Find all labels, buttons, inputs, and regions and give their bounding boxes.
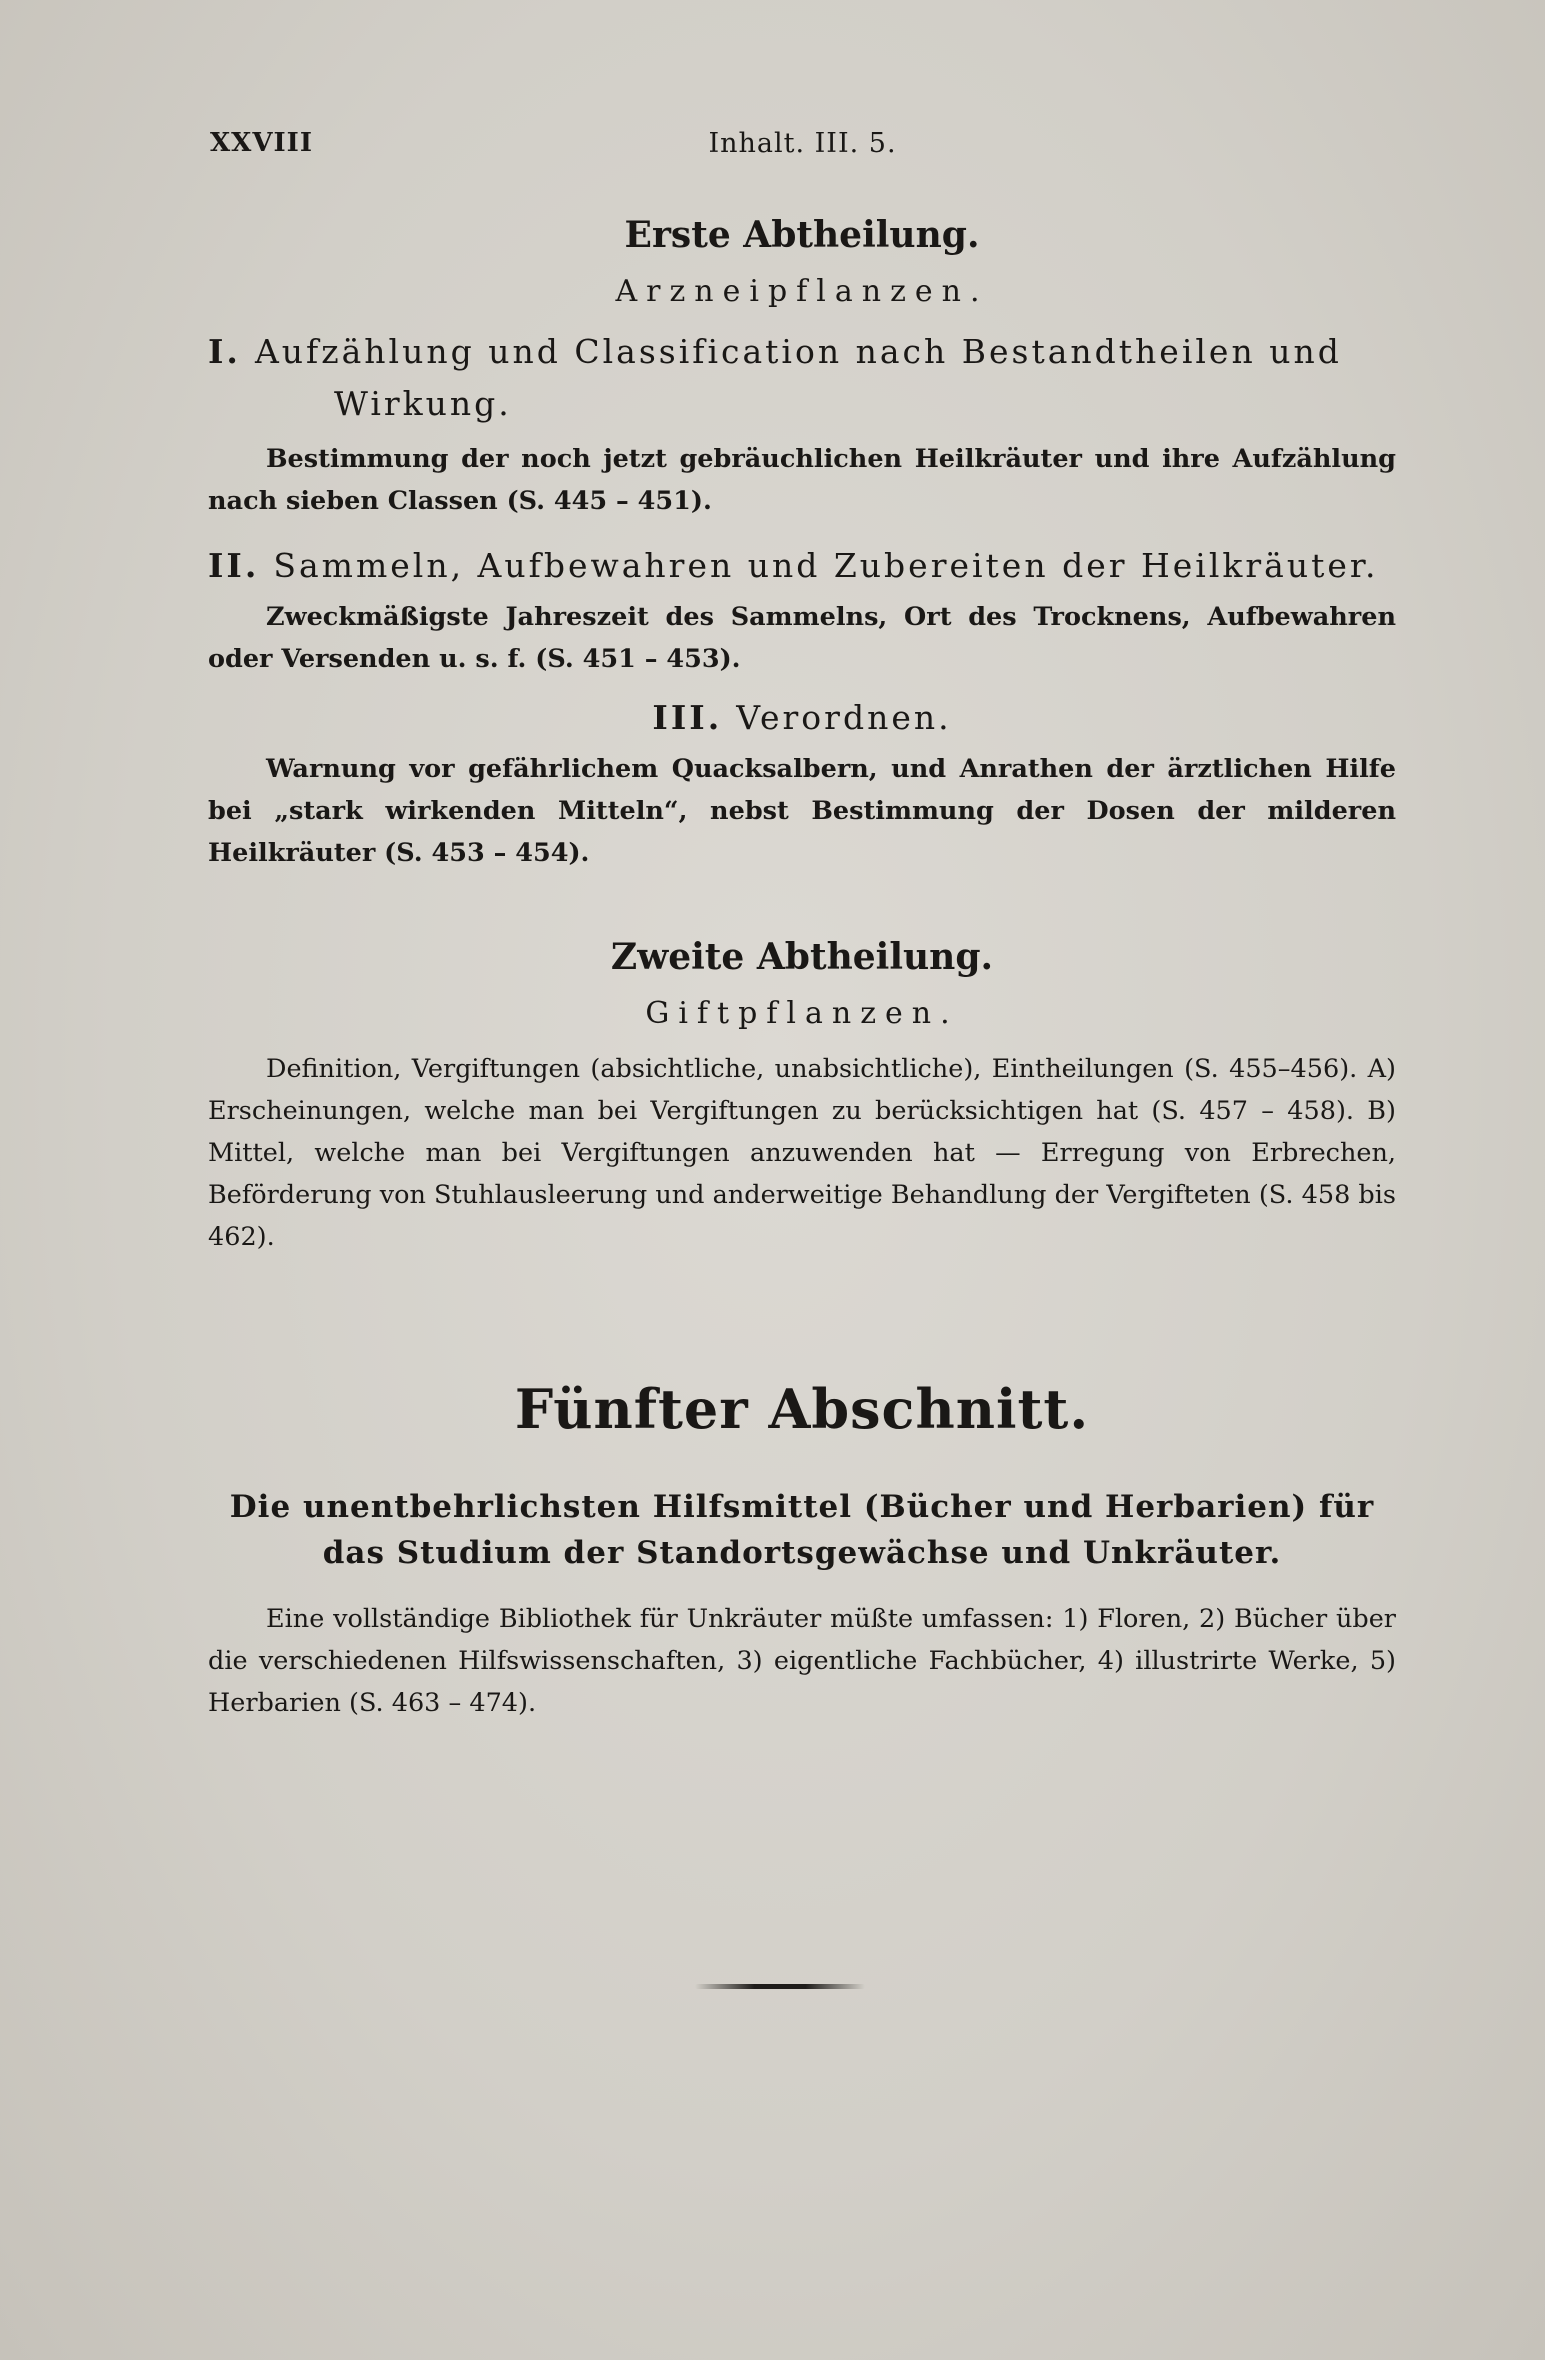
decorative-rule [695, 1984, 865, 1989]
zweite-abtheilung-title: Zweite Abtheilung. [610, 936, 994, 978]
zweite-abtheilung-body: Definition, Vergiftungen (absichtliche, unabsichtliche), Eintheilungen (S. 455–456). A) Erscheinungen, welche man bei Vergiftungen zu berücksichtigen hat (S. 457 – 458). B) Mittel, welche man bei Vergiftungen anzuwenden hat — Erregung von Erbrechen, Beförderung von Stuhlausleerung und anderweitige Behandlung der Vergifteten (S. 458 bis 462). [208, 1054, 1396, 1252]
section-body-1: Bestimmung der noch jetzt gebräuchlichen Heilkräuter und ihre Aufzählung nach sieben Classen (S. 445 – 451). [208, 444, 1396, 516]
section-body-2: Zweckmäßigste Jahreszeit des Sammelns, Ort des Trocknens, Aufbewahren oder Versenden u. s. f. (S. 451 – 453). [208, 602, 1396, 674]
fuenfter-abschnitt-body: Eine vollständige Bibliothek für Unkräuter müßte umfassen: 1) Floren, 2) Bücher über die verschiedenen Hilfswissenschaften, 3) eigentliche Fachbücher, 4) illustrirte Werke, 5) Herbarien (S. 463 – 474). [208, 1604, 1396, 1718]
page-number: XXVIII [210, 128, 314, 158]
running-title: Inhalt. III. 5. [708, 128, 897, 159]
fuenfter-abschnitt-subtitle-2: das Studium der Standortsgewächse und Unkräuter. [322, 1535, 1282, 1571]
fuenfter-abschnitt-subtitle-1: Die unentbehrlichsten Hilfsmittel (Bücher und Herbarien) für [229, 1489, 1375, 1525]
section-heading-text: Verordnen. [736, 698, 952, 737]
page-content [208, 210, 1396, 1724]
section-body-3: Warnung vor gefährlichem Quacksalbern, und Anrathen der ärztlichen Hilfe bei „stark wirkenden Mitteln“, nebst Bestimmung der Dosen der milderen Heilkräuter (S. 453 – 454). [208, 754, 1396, 868]
fuenfter-abschnitt-title: Fünfter Abschnitt. [514, 1377, 1090, 1441]
section-heading-1-cont: Wirkung. [334, 384, 512, 423]
section-heading-text: Sammeln, Aufbewahren und Zubereiten der Heilkräuter. [273, 546, 1379, 585]
section-heading-text: Aufzählung und Classification nach Bestandtheilen und [254, 332, 1342, 371]
section-numeral: III. [652, 698, 723, 737]
end-rule [0, 1978, 1545, 1998]
erste-abtheilung-subtitle: Arzneipflanzen. [615, 274, 989, 309]
section-heading-3 [208, 692, 1396, 744]
page-header [210, 128, 1395, 168]
erste-abtheilung-title: Erste Abtheilung. [624, 214, 980, 256]
section-numeral: I. [208, 332, 241, 371]
section-numeral: II. [208, 546, 260, 585]
section-heading-1 [208, 326, 1396, 378]
zweite-abtheilung-subtitle: Giftpflanzen. [645, 996, 959, 1031]
section-heading-2 [208, 540, 1396, 592]
